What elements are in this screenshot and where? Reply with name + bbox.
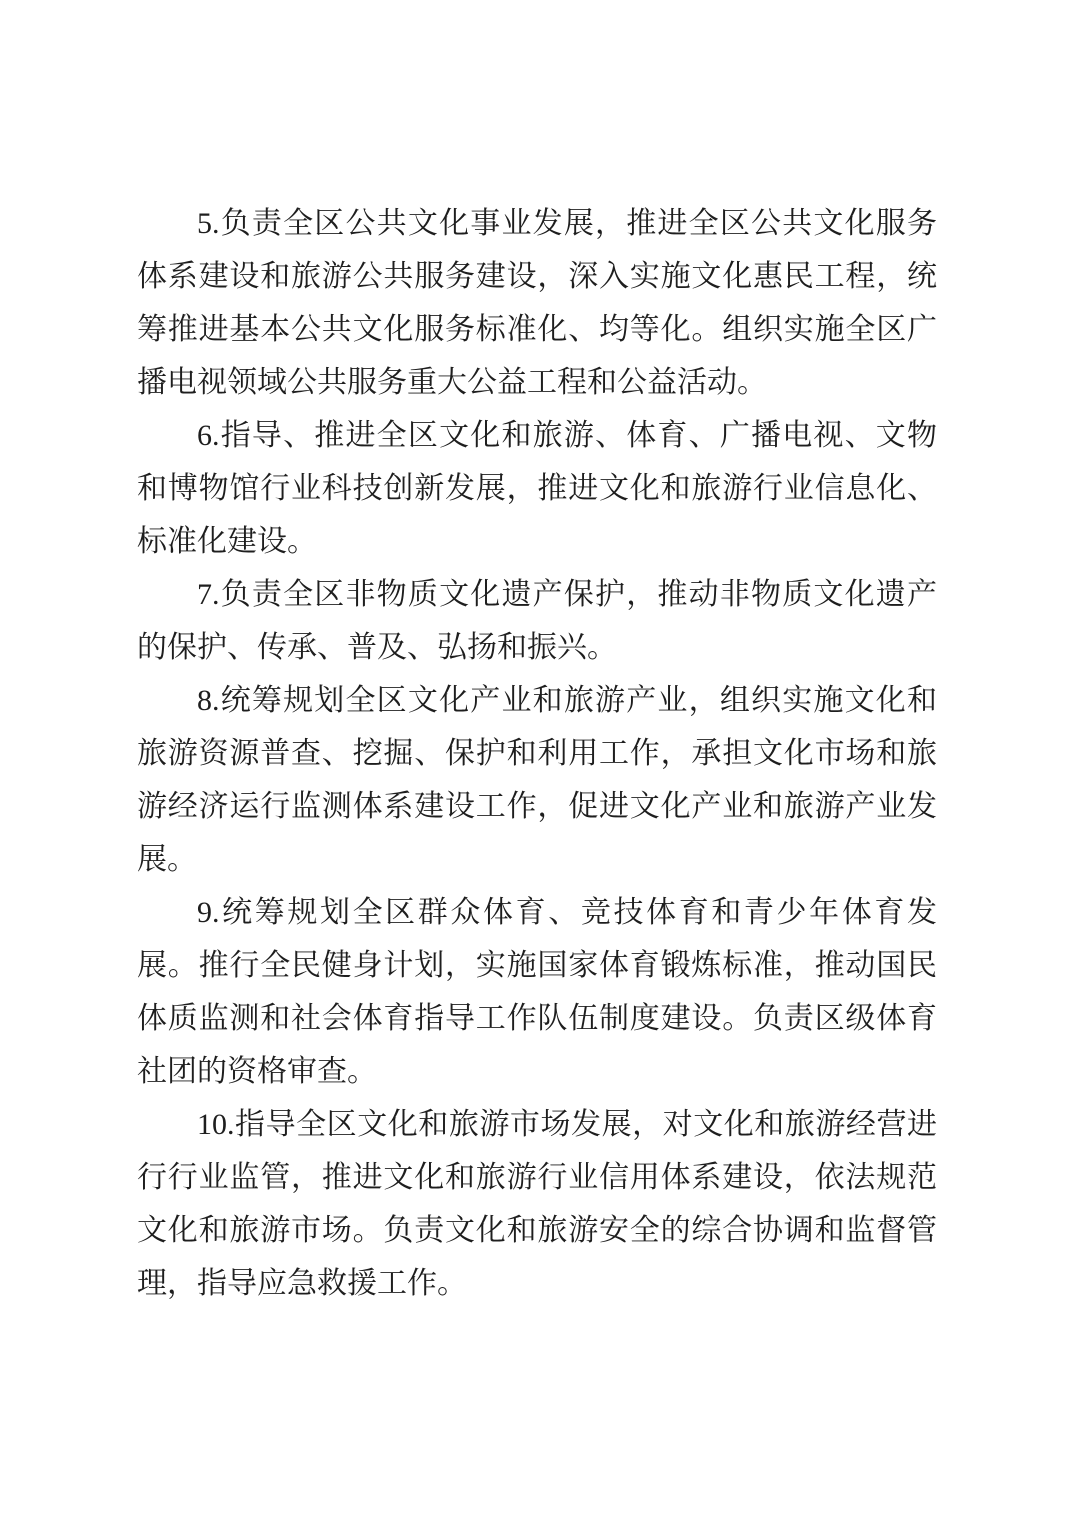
paragraph-duty-5: 5.负责全区公共文化事业发展，推进全区公共文化服务体系建设和旅游公共服务建设，深入实施文化惠民工程，统筹推进基本公共文化服务标准化、均等化。组织实施全区广播电视领域公共服务重大公益工程和公益活动。	[137, 207, 937, 399]
paragraph-duty-8: 8.统筹规划全区文化产业和旅游产业，组织实施文化和旅游资源普查、挖掘、保护和利用工作，承担文化市场和旅游经济运行监测体系建设工作，促进文化产业和旅游产业发展。	[137, 684, 937, 876]
paragraph-duty-10: 10.指导全区文化和旅游市场发展，对文化和旅游经营进行行业监管，推进文化和旅游行业信用体系建设，依法规范文化和旅游市场。负责文化和旅游安全的综合协调和监督管理，指导应急救援工作。	[137, 1108, 937, 1300]
paragraph-duty-9: 9.统筹规划全区群众体育、竞技体育和青少年体育发展。推行全民健身计划，实施国家体育锻炼标准，推动国民体质监测和社会体育指导工作队伍制度建设。负责区级体育社团的资格审查。	[137, 896, 937, 1088]
paragraph-duty-7: 7.负责全区非物质文化遗产保护，推动非物质文化遗产的保护、传承、普及、弘扬和振兴。	[137, 578, 937, 664]
document-body	[137, 197, 937, 1310]
paragraph-duty-6: 6.指导、推进全区文化和旅游、体育、广播电视、文物和博物馆行业科技创新发展，推进文化和旅游行业信息化、标准化建设。	[137, 419, 937, 558]
